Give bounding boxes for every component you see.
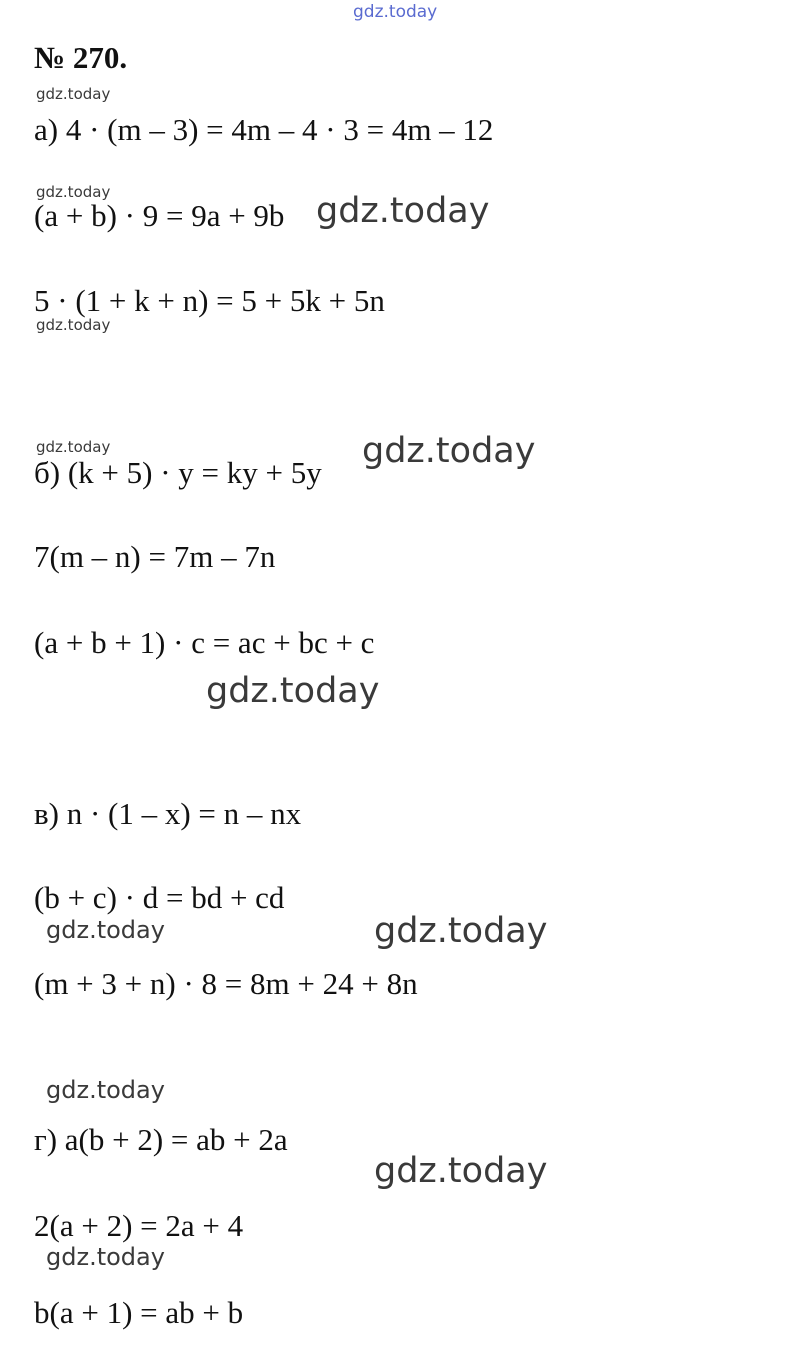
equation-v-1: в) n · (1 – x) = n – nx — [34, 796, 302, 831]
watermark-8: gdz.today — [46, 916, 165, 944]
equation-a-3: 5 · (1 + k + n) = 5 + 5k + 5n — [34, 283, 385, 318]
equation-g-3: b(a + 1) = ab + b — [34, 1295, 244, 1330]
equation-b-2: 7(m – n) = 7m – 7n — [34, 539, 276, 574]
watermark-top: gdz.today — [353, 2, 438, 22]
equation-b-1: б) (k + 5) · y = ky + 5y — [34, 455, 322, 490]
watermark-12: gdz.today — [46, 1243, 165, 1271]
equation-g-2: 2(a + 2) = 2a + 4 — [34, 1208, 244, 1243]
watermark-5: gdz.today — [36, 438, 111, 456]
exercise-title: № 270. — [34, 40, 128, 75]
watermark-4: gdz.today — [36, 316, 111, 334]
equation-v-3: (m + 3 + n) · 8 = 8m + 24 + 8n — [34, 966, 418, 1001]
equation-a-2: (a + b) · 9 = 9a + 9b — [34, 198, 285, 233]
equation-b-3: (a + b + 1) · c = ac + bc + c — [34, 625, 375, 660]
watermark-2: gdz.today — [36, 183, 111, 201]
watermark-7: gdz.today — [206, 671, 380, 711]
watermark-9: gdz.today — [374, 911, 548, 951]
equation-v-2: (b + c) · d = bd + cd — [34, 880, 285, 915]
watermark-10: gdz.today — [46, 1076, 165, 1104]
watermark-11: gdz.today — [374, 1151, 548, 1191]
watermark-3: gdz.today — [316, 191, 490, 231]
equation-g-1: г) a(b + 2) = ab + 2a — [34, 1122, 288, 1157]
equation-a-1: а) 4 · (m – 3) = 4m – 4 · 3 = 4m – 12 — [34, 112, 494, 147]
watermark-1: gdz.today — [36, 85, 111, 103]
watermark-6: gdz.today — [362, 431, 536, 471]
